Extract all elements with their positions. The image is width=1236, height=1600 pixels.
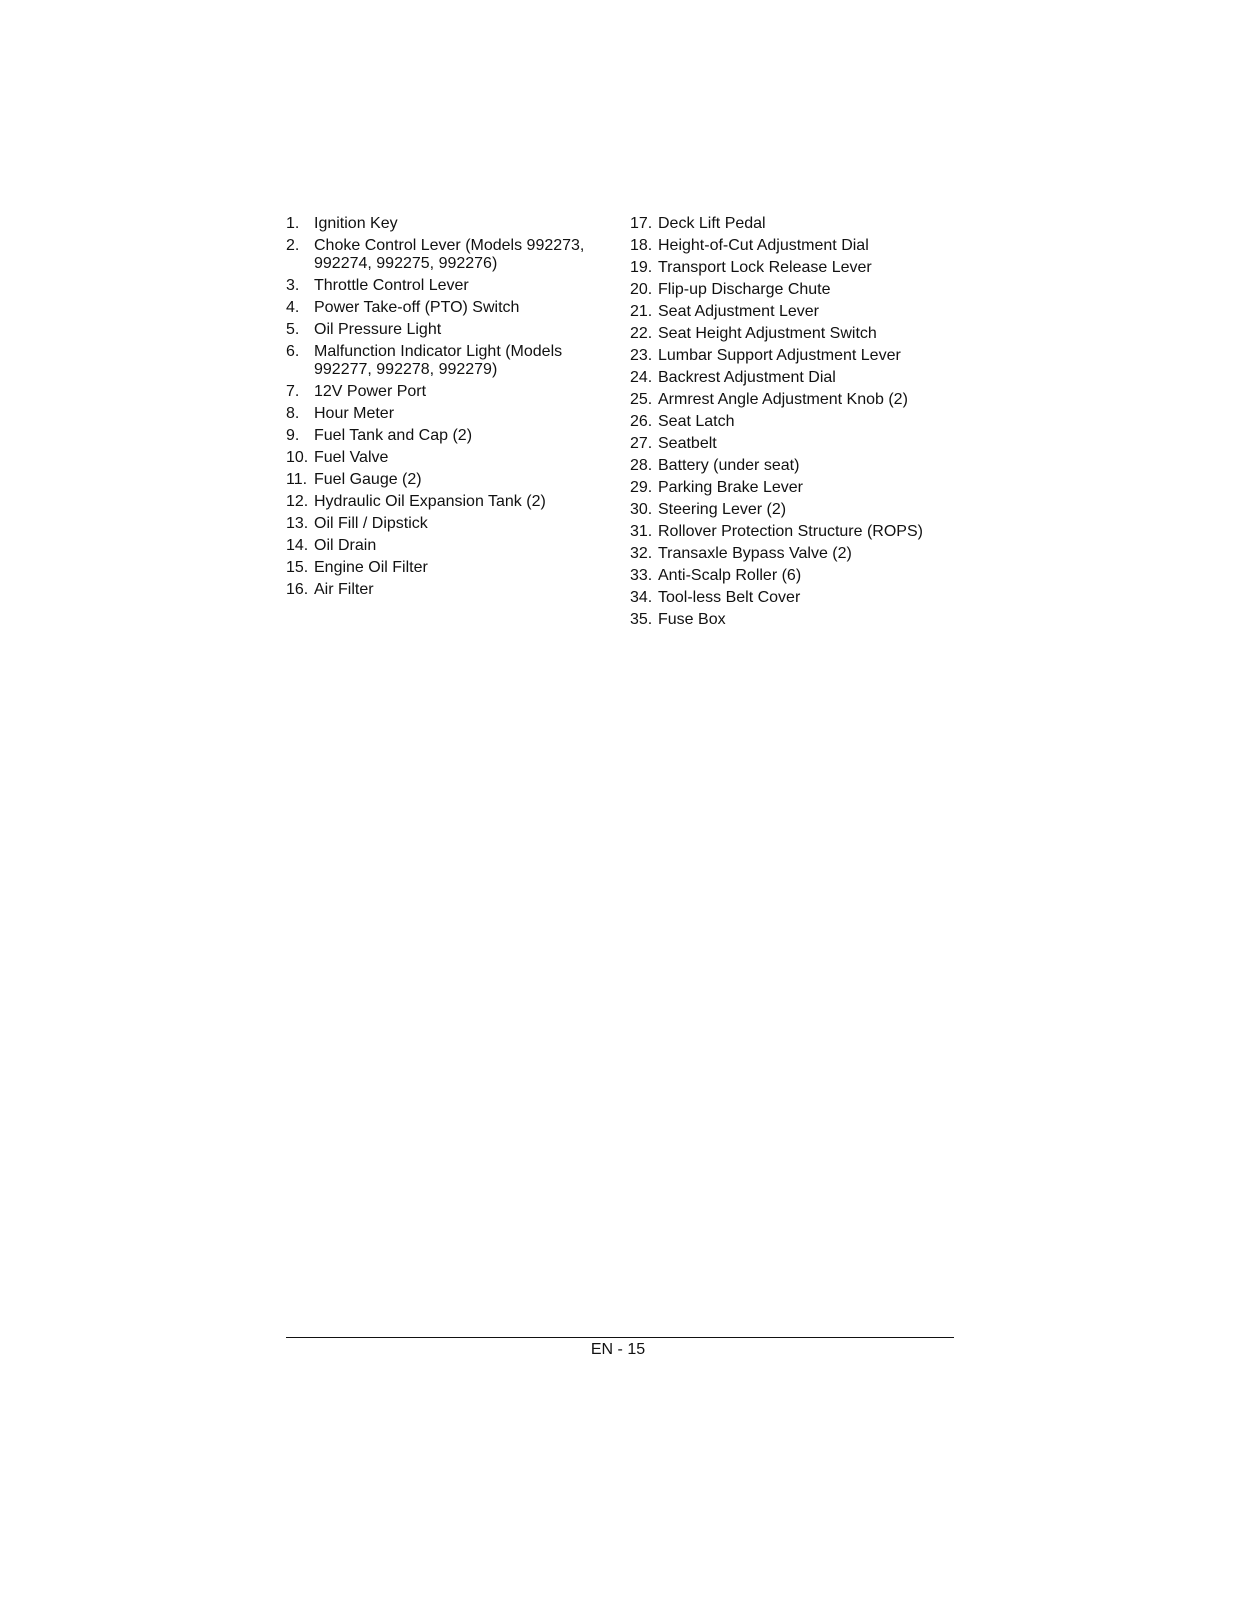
list-item	[286, 405, 606, 423]
item-label: Transaxle Bypass Valve (2)	[658, 545, 852, 562]
list-item	[286, 237, 606, 273]
list-item	[630, 215, 950, 233]
item-number: 21.	[630, 303, 653, 320]
item-label: Lumbar Support Adjustment Lever	[658, 347, 901, 364]
item-label: Height-of-Cut Adjustment Dial	[658, 237, 869, 254]
item-number: 22.	[630, 325, 653, 342]
item-label: Hydraulic Oil Expansion Tank (2)	[314, 493, 546, 510]
item-number: 12.	[286, 493, 309, 510]
list-item	[286, 559, 606, 577]
item-label: Seat Latch	[658, 413, 735, 430]
item-number: 6.	[286, 343, 300, 360]
item-label: Fuel Valve	[314, 449, 389, 466]
item-number: 30.	[630, 501, 653, 518]
item-number: 29.	[630, 479, 653, 496]
list-item	[630, 457, 950, 475]
item-number: 5.	[286, 321, 300, 338]
list-item	[286, 277, 606, 295]
item-number: 26.	[630, 413, 653, 430]
item-label: Choke Control Lever (Models 992273, 992274, 992275, 992276)	[314, 237, 585, 272]
item-label: Anti-Scalp Roller (6)	[658, 567, 802, 584]
list-item	[286, 537, 606, 555]
item-number: 1.	[286, 215, 300, 232]
page-number: EN - 15	[590, 1341, 646, 1358]
list-item	[630, 435, 950, 453]
item-label: Fuse Box	[658, 611, 726, 628]
item-number: 17.	[630, 215, 653, 232]
item-label: Ignition Key	[314, 215, 398, 232]
item-label: Seat Height Adjustment Switch	[658, 325, 877, 342]
list-item	[286, 449, 606, 467]
item-label: Transport Lock Release Lever	[658, 259, 872, 276]
item-label: Battery (under seat)	[658, 457, 800, 474]
footer-divider	[286, 1337, 954, 1338]
item-label: Backrest Adjustment Dial	[658, 369, 836, 386]
item-label: Parking Brake Lever	[658, 479, 803, 496]
item-number: 3.	[286, 277, 300, 294]
item-number: 16.	[286, 581, 309, 598]
list-item	[286, 515, 606, 533]
item-label: 12V Power Port	[314, 383, 427, 400]
item-number: 14.	[286, 537, 309, 554]
list-item	[630, 523, 950, 541]
list-item	[630, 369, 950, 387]
list-item	[630, 303, 950, 321]
item-number: 4.	[286, 299, 300, 316]
item-number: 8.	[286, 405, 300, 422]
list-item	[630, 391, 950, 409]
item-number: 7.	[286, 383, 300, 400]
list-item	[630, 589, 950, 607]
list-item	[630, 413, 950, 431]
list-item	[286, 321, 606, 339]
item-number: 2.	[286, 237, 300, 254]
item-number: 10.	[286, 449, 309, 466]
item-label: Air Filter	[314, 581, 374, 598]
list-item	[630, 347, 950, 365]
item-label: Seat Adjustment Lever	[658, 303, 819, 320]
list-item	[630, 545, 950, 563]
item-label: Power Take-off (PTO) Switch	[314, 299, 520, 316]
item-number: 33.	[630, 567, 653, 584]
item-number: 31.	[630, 523, 653, 540]
list-item	[630, 611, 950, 629]
item-label: Engine Oil Filter	[314, 559, 428, 576]
list-item	[630, 479, 950, 497]
item-number: 19.	[630, 259, 653, 276]
item-label: Fuel Gauge (2)	[314, 471, 422, 488]
item-label: Rollover Protection Structure (ROPS)	[658, 523, 923, 540]
list-item	[630, 259, 950, 277]
list-item	[286, 343, 606, 379]
item-number: 13.	[286, 515, 309, 532]
item-label: Armrest Angle Adjustment Knob (2)	[658, 391, 908, 408]
item-number: 27.	[630, 435, 653, 452]
item-label: Oil Pressure Light	[314, 321, 442, 338]
list-item	[630, 325, 950, 343]
list-item	[286, 299, 606, 317]
item-number: 20.	[630, 281, 653, 298]
list-item	[286, 215, 606, 233]
item-label: Tool-less Belt Cover	[658, 589, 801, 606]
parts-list-right	[630, 215, 950, 633]
item-number: 11.	[286, 471, 308, 488]
list-item	[286, 493, 606, 511]
list-item	[286, 383, 606, 401]
list-item	[630, 501, 950, 519]
item-label: Seatbelt	[658, 435, 717, 452]
item-number: 35.	[630, 611, 653, 628]
item-number: 18.	[630, 237, 653, 254]
item-number: 32.	[630, 545, 653, 562]
item-number: 9.	[286, 427, 300, 444]
item-label: Fuel Tank and Cap (2)	[314, 427, 473, 444]
item-number: 15.	[286, 559, 309, 576]
item-number: 28.	[630, 457, 653, 474]
item-label: Steering Lever (2)	[658, 501, 787, 518]
parts-list-left	[286, 215, 606, 603]
item-number: 23.	[630, 347, 653, 364]
item-number: 34.	[630, 589, 653, 606]
item-number: 25.	[630, 391, 653, 408]
item-label: Flip-up Discharge Chute	[658, 281, 831, 298]
list-item	[286, 581, 606, 599]
item-label: Oil Fill / Dipstick	[314, 515, 428, 532]
item-label: Hour Meter	[314, 405, 395, 422]
list-item	[286, 427, 606, 445]
list-item	[630, 281, 950, 299]
item-label: Deck Lift Pedal	[658, 215, 766, 232]
list-item	[286, 471, 606, 489]
item-label: Malfunction Indicator Light (Models 992277, 992278, 992279)	[314, 343, 563, 378]
list-item	[630, 237, 950, 255]
list-item	[630, 567, 950, 585]
item-label: Oil Drain	[314, 537, 377, 554]
item-number: 24.	[630, 369, 653, 386]
item-label: Throttle Control Lever	[314, 277, 469, 294]
